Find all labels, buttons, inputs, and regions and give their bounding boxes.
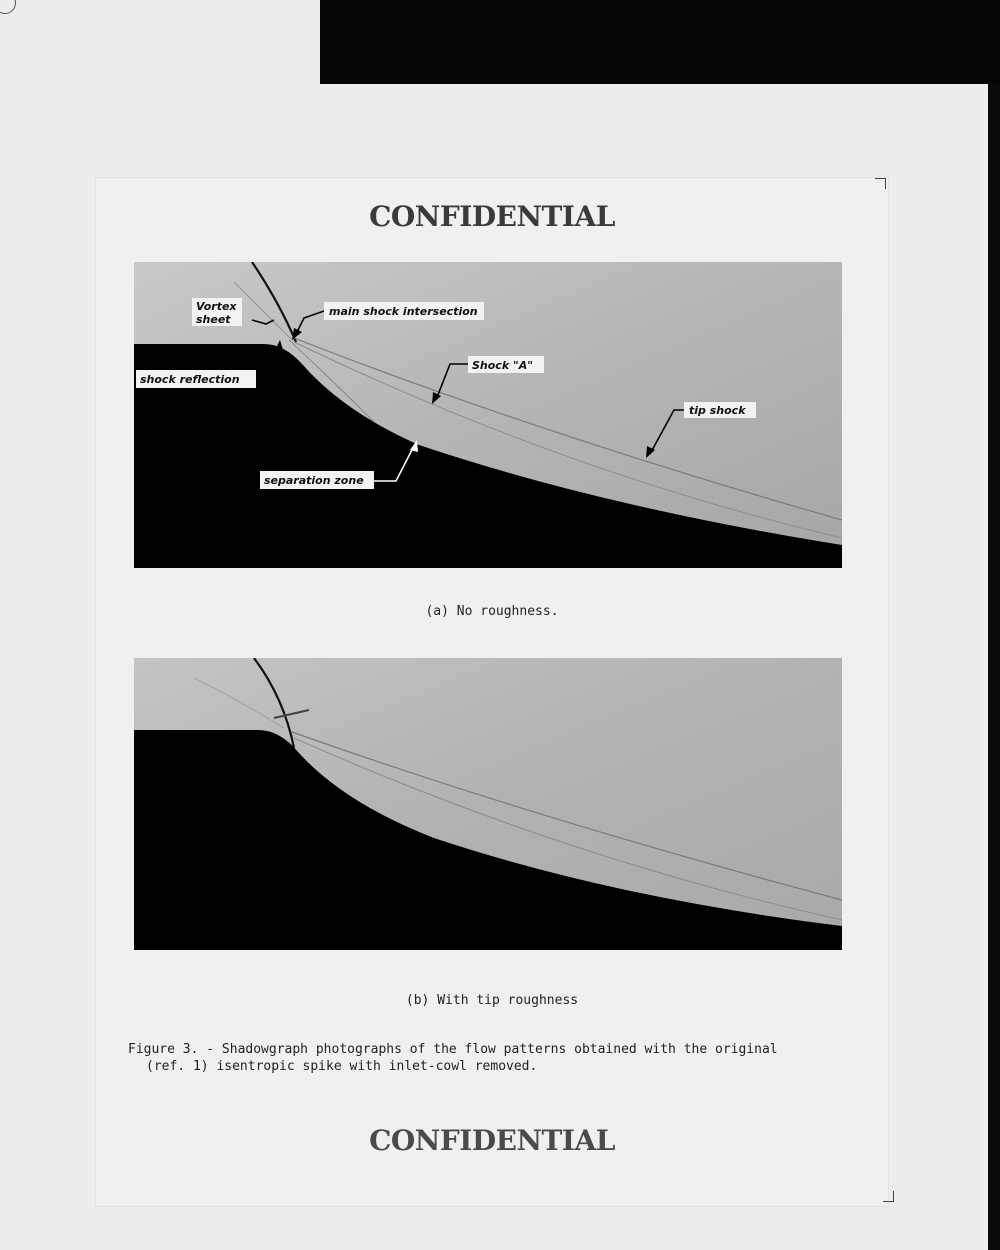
confidential-stamp-top: CONFIDENTIAL xyxy=(369,200,615,233)
figure-caption-line1: Figure 3. - Shadowgraph photographs of the flow patterns obtained with the original xyxy=(128,1042,778,1057)
figure-caption xyxy=(128,1041,848,1075)
label-main-shock: main shock intersection xyxy=(329,305,478,318)
caption-b: (b) With tip roughness xyxy=(405,993,579,1008)
document-page xyxy=(96,178,888,1206)
figure-caption-line2: (ref. 1) isentropic spike with inlet-cowl removed. xyxy=(146,1059,538,1074)
label-vortex-line1: Vortex xyxy=(196,300,237,313)
shadowgraph-photo-a xyxy=(134,262,842,568)
caption-a: (a) No roughness. xyxy=(425,604,559,619)
label-tip-shock: tip shock xyxy=(689,404,746,417)
registration-circle xyxy=(0,0,16,14)
crop-mark-top-right xyxy=(875,178,886,189)
confidential-stamp-bottom: CONFIDENTIAL xyxy=(369,1124,615,1157)
crop-mark-bottom-right xyxy=(883,1191,894,1202)
label-vortex-line2: sheet xyxy=(196,313,231,326)
film-edge-top xyxy=(320,0,1000,84)
label-shock-reflection: shock reflection xyxy=(140,373,240,386)
film-edge-right xyxy=(988,84,1000,1250)
label-shock-a: Shock "A" xyxy=(472,359,533,372)
label-separation-zone: separation zone xyxy=(264,474,364,487)
shadowgraph-photo-b xyxy=(134,658,842,950)
